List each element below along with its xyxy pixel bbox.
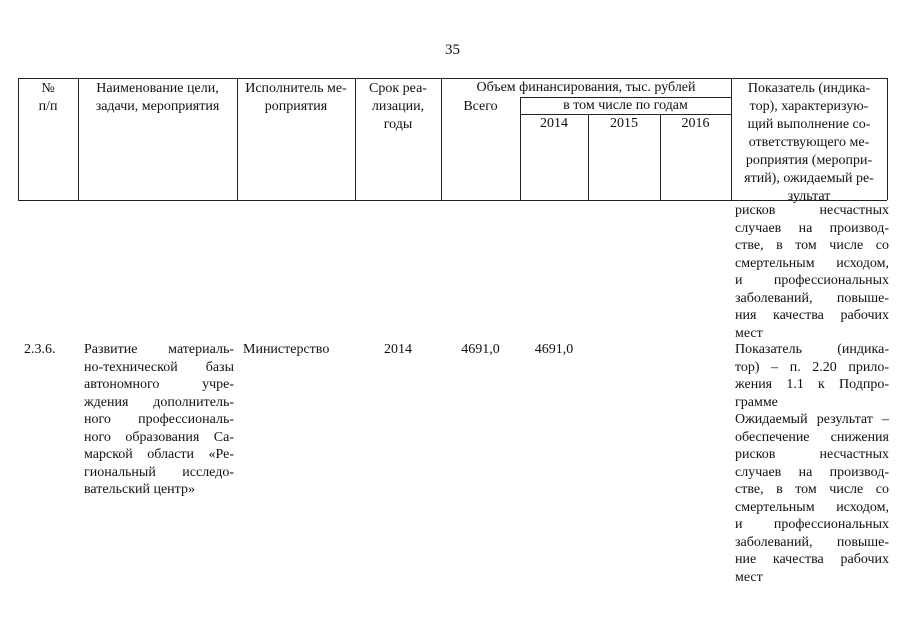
indicator-continuation [735, 202, 889, 342]
header-by-years: в том числе по годам [563, 98, 688, 113]
text-line: Показатель (индика- [735, 342, 889, 357]
text-line: марской области «Ре- [84, 447, 234, 462]
text-line: Ожидаемый результат – [735, 412, 889, 427]
header-year-2014: 2014 [540, 116, 568, 131]
text-line: ного образования Са- [84, 429, 234, 445]
text-line: гиональный исследо- [84, 464, 234, 480]
row-total: 4691,0 [461, 342, 500, 357]
header-num: № п/п [38, 81, 58, 114]
header-year-2015: 2015 [610, 116, 638, 131]
page-number: 35 [445, 42, 460, 58]
text-line: вательский центр» [84, 482, 195, 497]
text-line: ния качества рабочих [735, 308, 889, 323]
text-line: случаев на производ- [735, 464, 889, 480]
text-line: и профессиональных [735, 273, 889, 288]
header-term: Срок реа- лизации, годы [369, 81, 427, 132]
text-line: смертельным исходом, [735, 499, 889, 515]
text-line: жения 1.1 к Подпро- [735, 377, 889, 392]
header-executor: Исполнитель ме- роприятия [245, 81, 347, 114]
text-line: тор) – п. 2.20 прило- [735, 359, 889, 375]
text-line: случаев на производ- [735, 220, 889, 236]
text-line: заболеваний, повыше- [735, 290, 889, 306]
row-name [84, 341, 234, 499]
row-number: 2.3.6. [24, 342, 56, 357]
text-line: стве, в том числе со [735, 238, 889, 253]
text-line: Развитие материаль- [84, 342, 234, 357]
text-line: и профессиональных [735, 517, 889, 532]
text-line: обеспечение снижения [735, 429, 889, 445]
header-total: Всего [463, 99, 498, 114]
text-line: ние качества рабочих [735, 552, 889, 567]
text-line: но-технической базы [84, 359, 234, 375]
row-executor: Министерство [243, 342, 330, 357]
text-line: смертельным исходом, [735, 255, 889, 271]
header-name: Наименование цели, задачи, мероприятия [95, 81, 220, 114]
text-line: заболеваний, повыше- [735, 534, 889, 550]
text-line: мест [735, 569, 763, 585]
row-term: 2014 [384, 342, 412, 357]
header-funding: Объем финансирования, тыс. рублей [476, 80, 696, 95]
text-line: ждения дополнитель- [84, 394, 234, 410]
row-indicator [735, 341, 889, 586]
text-line: мест [735, 325, 763, 341]
text-line: рисков несчастных [735, 203, 889, 218]
row-2014: 4691,0 [534, 342, 574, 357]
header-year-2016: 2016 [681, 116, 710, 131]
text-line: автономного учре- [84, 377, 234, 392]
text-line: ного профессиональ- [84, 412, 234, 427]
header-indicator: Показатель (индика- тор), характеризую- щий выполнение со- ответствующего ме- роприятия (меропри- ятий), ожидаемый ре- зультат [744, 81, 874, 204]
text-line: грамме [735, 394, 778, 410]
text-line: рисков несчастных [735, 447, 889, 462]
text-line: стве, в том числе со [735, 482, 889, 497]
